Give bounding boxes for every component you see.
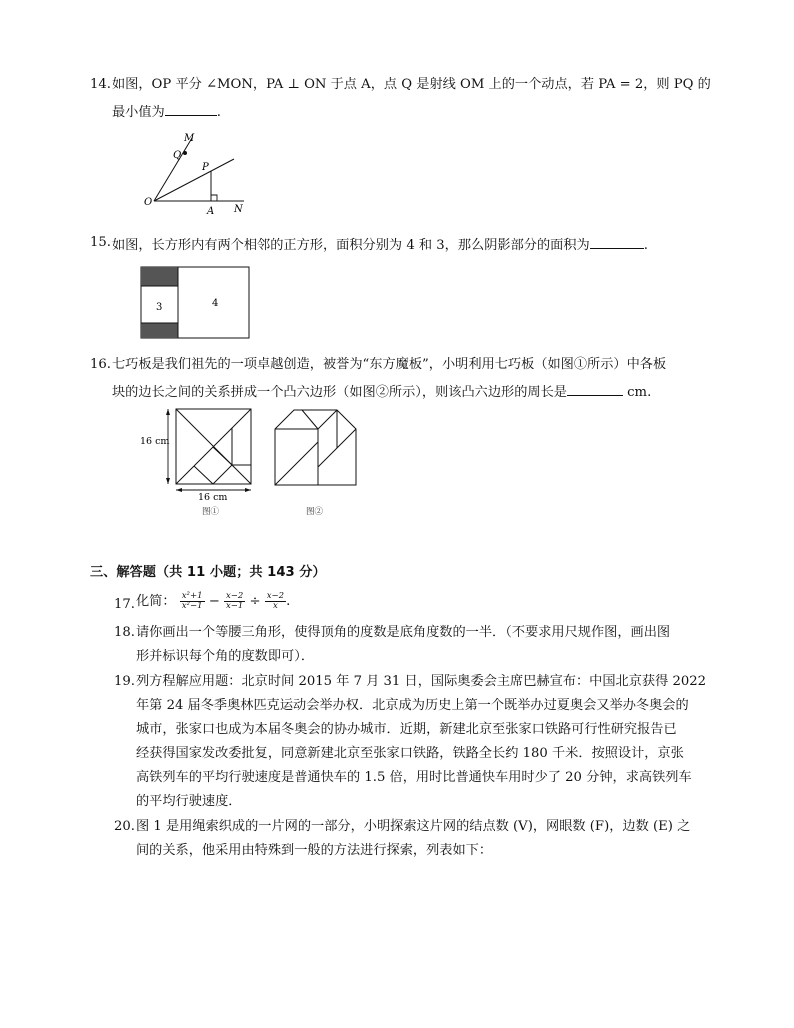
q16-text-line1: 七巧板是我们祖先的一项卓越创造，被誉为“东方魔板”，小明利用七巧板（如图①所示）中各板 <box>112 357 667 372</box>
q15-text-line1-label: 如图，长方形内有两个相邻的正方形，面积分别为 4 和 3，那么阴影部分的面积为 <box>112 238 590 253</box>
point-q <box>183 151 187 155</box>
q14-number: 14. <box>90 77 111 92</box>
q19-text-line4: 经获得国家发改委批复，同意新建北京至张家口铁路，铁路全长约 180 千米．按照设计，京张 <box>136 746 684 761</box>
q16-text-line2-label: 块的边长之间的关系拼成一个凸六边形（如图②所示），则该凸六边形的周长是 <box>112 385 567 400</box>
label-n: N <box>234 204 243 215</box>
q16-number: 16. <box>90 357 111 372</box>
q16-figure1-tangram <box>140 406 260 516</box>
figure2-caption: 图② <box>306 507 324 517</box>
label-a: A <box>207 206 215 217</box>
q19-text-line2: 年第 24 届冬季奥林匹克运动会举办权．北京成为历史上第一个既举办过夏奥会又举办冬奥会的 <box>136 698 689 713</box>
arrow-up <box>166 409 170 415</box>
q19-text-line6: 的平均行驶速度． <box>136 794 242 809</box>
q14-text-line1: 如图，OP 平分 ∠MON，PA ⊥ ON 于点 A，点 Q 是射线 OM 上的一个动点，若 PA = 2，则 PQ 的 <box>112 77 711 92</box>
q16-answer-blank <box>567 381 623 396</box>
shaded-region-bottom <box>141 323 178 338</box>
arrow-right <box>245 488 251 492</box>
q17-prefix: 化简： <box>136 594 176 609</box>
label-m: M <box>184 133 195 144</box>
figure1-caption: 图① <box>202 507 220 517</box>
q17-fraction3-num: x−2 <box>266 591 285 601</box>
q17-fraction2-num: x−2 <box>225 591 244 601</box>
label-small-square: 3 <box>156 302 163 313</box>
q16-text-line2-end: cm. <box>627 385 652 400</box>
q14-figure <box>140 128 260 220</box>
q17-expression <box>136 590 290 614</box>
ray-op <box>154 159 234 201</box>
q14-text-line2-label: 最小值为 <box>112 105 165 120</box>
right-angle-mark <box>211 195 217 201</box>
hexagon-outline <box>275 410 356 485</box>
q15-answer-blank <box>590 234 644 249</box>
q17-fraction3-den: x <box>273 601 278 611</box>
q17-fraction2 <box>224 592 245 611</box>
q15-text-line1-end: . <box>643 238 648 253</box>
arrow-left <box>176 488 182 492</box>
arrow-down <box>166 478 170 484</box>
section-heading: 三、解答题（共 11 小题；共 143 分） <box>90 565 326 580</box>
q17-fraction1 <box>180 592 205 611</box>
q17-fraction1-num: x²+1 <box>181 591 203 601</box>
q15-number: 15. <box>90 235 111 250</box>
label-q: Q <box>173 150 182 161</box>
q15-text-line1 <box>112 234 648 255</box>
q15-figure <box>140 266 252 340</box>
q17-fraction2-den: x−1 <box>225 601 244 611</box>
q14-text-line2 <box>112 101 221 122</box>
q17-fraction3 <box>265 592 286 611</box>
label-p: P <box>202 162 209 173</box>
side-length-label: 16 cm <box>140 436 170 447</box>
q17-end: . <box>286 594 291 609</box>
q18-text-line2: 形并标识每个角的度数即可）． <box>136 649 315 664</box>
q17-op1: − <box>208 594 220 609</box>
q19-number: 19. <box>114 674 135 689</box>
q14-answer-blank <box>165 101 217 116</box>
q16-figure2-hexagon <box>272 406 362 516</box>
q17-op2: ÷ <box>249 594 261 609</box>
q14-text-line2-end: . <box>216 105 221 120</box>
q18-number: 18. <box>114 625 135 640</box>
q19-text-line3: 城市，张家口也成为本届冬奥会的协办城市．近期，新建北京至张家口铁路可行性研究报告已 <box>136 722 677 737</box>
q17-fraction1-den: x²−1 <box>181 601 203 611</box>
label-large-square: 4 <box>212 298 219 309</box>
q20-text-line2: 间的关系，他采用由特殊到一般的方法进行探索，列表如下： <box>136 843 493 858</box>
bottom-length-label: 16 cm <box>198 492 228 503</box>
q20-text-line1: 图 1 是用绳索织成的一片网的一部分，小明探索这片网的结点数 (V)，网眼数 (F)，边数 (E) 之 <box>136 819 691 834</box>
shaded-region-top <box>141 267 178 286</box>
q19-text-line5: 高铁列车的平均行驶速度是普通快车的 1.5 倍，用时比普通快车用时少了 20 分钟，求高铁列车 <box>136 770 692 785</box>
q20-number: 20. <box>114 819 135 834</box>
q19-text-line1: 列方程解应用题：北京时间 2015 年 7 月 31 日，国际奥委会主席巴赫宣布：中国北京获得 2022 <box>136 674 707 689</box>
q16-text-line2 <box>112 381 651 402</box>
q18-text-line1: 请你画出一个等腰三角形，使得顶角的度数是底角度数的一半．（不要求用尺规作图，画出图 <box>136 625 671 640</box>
q17-number: 17. <box>114 597 135 612</box>
label-o: O <box>144 197 153 208</box>
